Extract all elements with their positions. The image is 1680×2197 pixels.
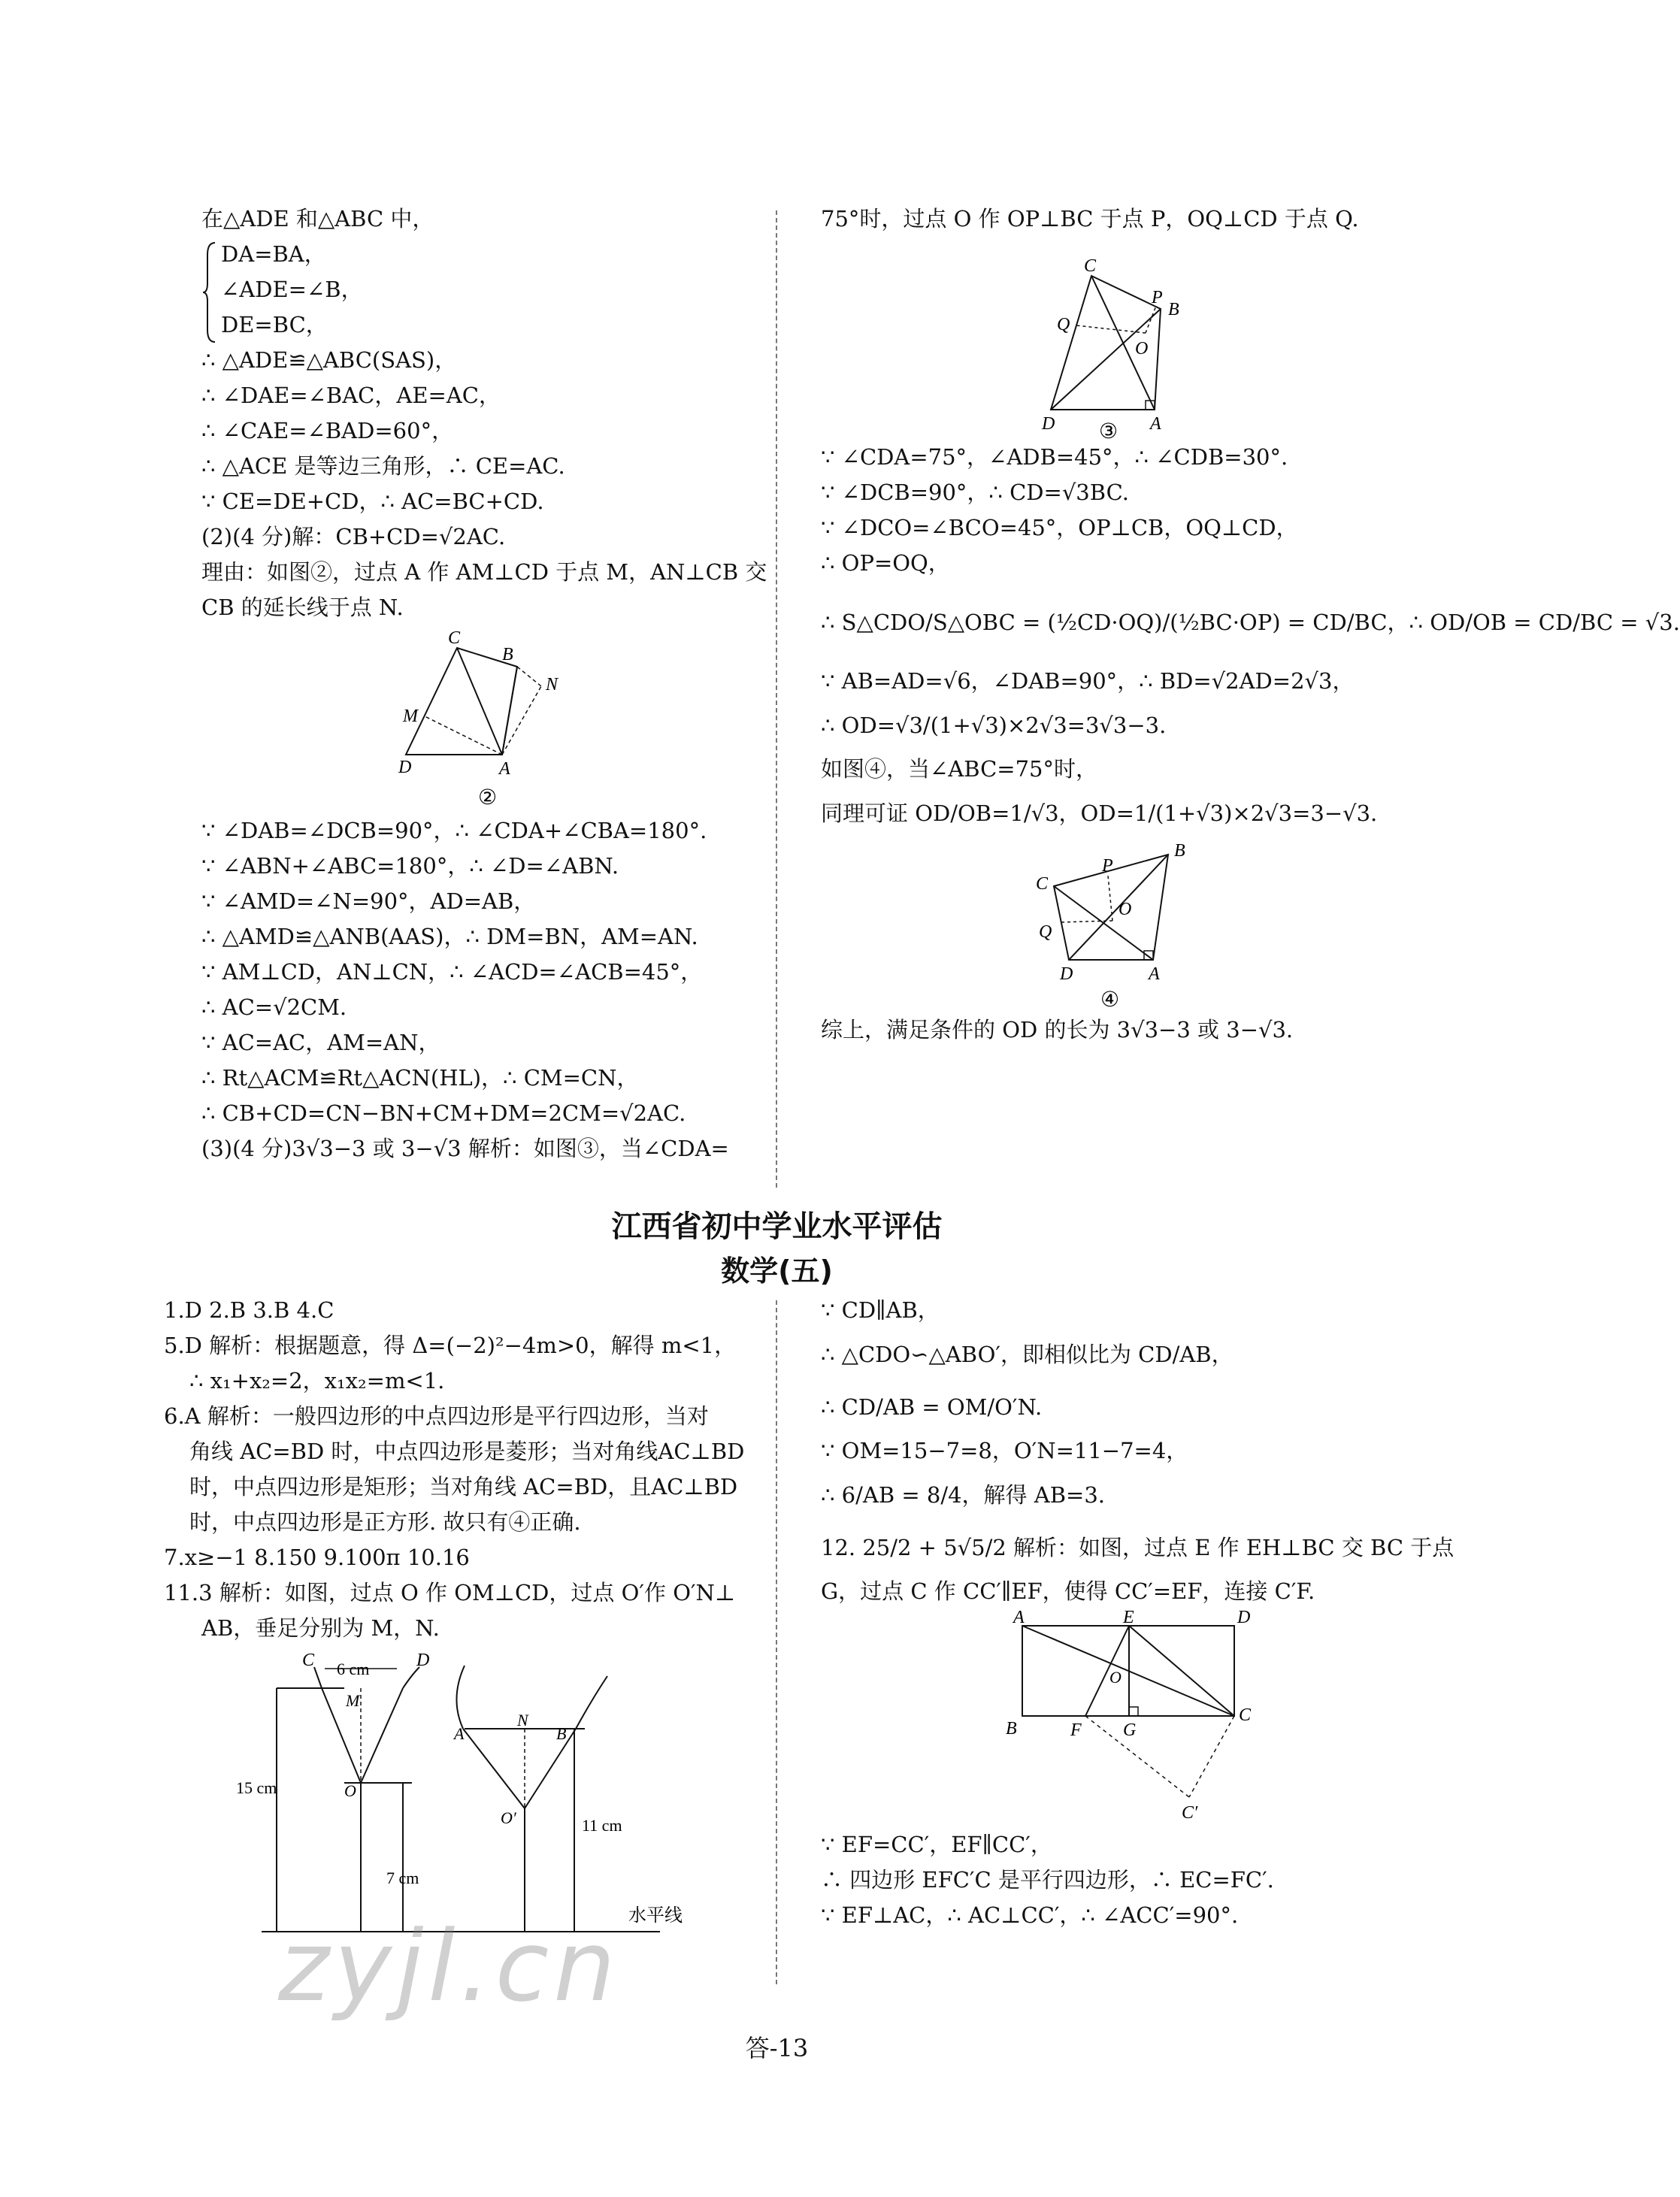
fig11-label-15cm: 15 cm — [236, 1778, 277, 1797]
text-line: (2)(4 分)解：CB+CD=√2AC. — [201, 524, 506, 549]
fig2-caption: ② — [478, 786, 498, 810]
fig3-label-D: D — [1042, 414, 1055, 434]
text-line: ∵ ∠DCO=∠BCO=45°，OP⊥CB，OQ⊥CD， — [821, 515, 1298, 540]
fig11-label-C: C — [302, 1651, 315, 1670]
fig4-caption: ④ — [1100, 988, 1120, 1012]
fig12-label-O: O — [1109, 1668, 1122, 1687]
text-line: 如图④，当∠ABC=75°时， — [821, 756, 1097, 782]
fig2-label-M: M — [403, 707, 418, 726]
text-line: 1.D 2.B 3.B 4.C — [164, 1297, 334, 1323]
section-title: 江西省初中学业水平评估 — [611, 1209, 943, 1244]
fig4-label-P: P — [1102, 856, 1113, 876]
fig4-label-D: D — [1060, 964, 1073, 984]
fig12-label-A: A — [1013, 1608, 1025, 1627]
text-line: ∴ ∠DAE=∠BAC，AE=AC， — [201, 383, 501, 408]
figure-4-diagram — [821, 840, 1392, 1012]
fig3-label-B: B — [1168, 300, 1179, 319]
text-line: ∴ x₁+x₂=2，x₁x₂=m<1. — [189, 1368, 445, 1394]
fig4-label-B: B — [1174, 841, 1185, 861]
brace-system — [201, 237, 773, 343]
fig11-label-A: A — [454, 1724, 465, 1743]
text-line: 时，中点四边形是矩形；当对角线 AC=BD，且AC⊥BD — [189, 1474, 738, 1499]
fig3-label-Q: Q — [1057, 315, 1070, 334]
fig2-label-A: A — [499, 759, 510, 779]
text-line: 角线 AC=BD 时，中点四边形是菱形；当对角线AC⊥BD — [189, 1439, 745, 1464]
fig11-label-D: D — [416, 1651, 430, 1670]
figure-3-diagram — [821, 237, 1392, 443]
text-line: ∴ △CDO∽△ABO′，即相似比为 CD/AB， — [821, 1342, 1234, 1367]
text-line: ∴ △ACE 是等边三角形，∴ CE=AC. — [201, 453, 565, 479]
text-line: ∵ AB=AD=√6，∠DAB=90°，∴ BD=√2AD=2√3， — [821, 668, 1355, 694]
text-line: ∴ CB+CD=CN−BN+CM+DM=2CM=√2AC. — [201, 1100, 686, 1126]
fig12-label-B: B — [1006, 1719, 1017, 1739]
text-line: ∴ CD/AB = OM/O′N. — [821, 1394, 1043, 1420]
fig11-label-O-prime: O′ — [501, 1808, 516, 1827]
text-line: (3)(4 分)3√3−3 或 3−√3 解析：如图③，当∠CDA= — [201, 1136, 729, 1161]
fig3-caption: ③ — [1099, 420, 1118, 443]
page-number: 答-13 — [745, 2034, 809, 2062]
fig11-label-horizontal: 水平线 — [628, 1906, 683, 1926]
text-line: 理由：如图②，过点 A 作 AM⊥CD 于点 M，AN⊥CB 交 — [201, 559, 767, 585]
fig3-label-O: O — [1135, 339, 1149, 359]
upper-left-column — [201, 201, 773, 1167]
figure-12 — [821, 1609, 1415, 1827]
fig11-label-N: N — [517, 1711, 528, 1729]
text-line: ∵ ∠CDA=75°，∠ADB=45°，∴ ∠CDB=30°. — [821, 444, 1288, 470]
text-line: 11.3 解析：如图，过点 O 作 OM⊥CD，过点 O′作 O′N⊥ — [164, 1580, 736, 1605]
fig12-label-E: E — [1123, 1608, 1134, 1627]
fig2-label-B: B — [502, 645, 513, 664]
fig4-label-C: C — [1036, 874, 1049, 894]
figure-3 — [821, 237, 1392, 443]
text-line: 综上，满足条件的 OD 的长为 3√3−3 或 3−√3. — [821, 1017, 1294, 1043]
text-line: ∴ OD=√3/(1+√3)×2√3=3√3−3. — [821, 713, 1167, 738]
fig4-label-Q: Q — [1039, 922, 1052, 942]
text-line: ∴ △AMD≌△ANB(AAS)，∴ DM=BN，AM=AN. — [201, 924, 698, 949]
upper-right-column — [821, 201, 1680, 1048]
fraction-line: ∴ S△CDO/S△OBC = (½CD·OQ)/(½BC·OP) = CD/BC，∴ OD/OB = CD/BC = √3. — [821, 610, 1680, 635]
brace-icon — [201, 241, 218, 343]
figure-4 — [821, 840, 1392, 1012]
text-line: ∴ 6/AB = 8/4，解得 AB=3. — [821, 1482, 1105, 1508]
column-divider-upper — [776, 210, 777, 1188]
text-line: DE=BC， — [221, 312, 328, 337]
text-line: ∠ADE=∠B， — [221, 277, 363, 302]
text-line: ∵ EF⊥AC，∴ AC⊥CC′，∴ ∠ACC′=90°. — [821, 1902, 1239, 1928]
text-line: 同理可证 OD/OB=1/√3，OD=1/(1+√3)×2√3=3−√3. — [821, 800, 1378, 826]
text-line: 6.A 解析：一般四边形的中点四边形是平行四边形，当对 — [164, 1403, 709, 1429]
fig12-label-G: G — [1123, 1720, 1137, 1740]
fig12-label-D: D — [1237, 1608, 1251, 1627]
fig4-label-A: A — [1149, 964, 1160, 984]
fig11-label-M: M — [346, 1691, 360, 1710]
text-line: ∵ ∠DAB=∠DCB=90°，∴ ∠CDA+∠CBA=180°. — [201, 818, 707, 843]
text-line: 5.D 解析：根据题意，得 Δ=(−2)²−4m>0，解得 m<1， — [164, 1333, 737, 1358]
fig11-label-7cm: 7 cm — [386, 1869, 419, 1887]
fig3-label-P: P — [1152, 288, 1163, 307]
fig2-label-N: N — [546, 675, 558, 695]
figure-12-diagram — [821, 1609, 1415, 1827]
watermark: zyjl.cn — [278, 1909, 620, 2023]
text-line: ∴ OP=OQ， — [821, 550, 950, 576]
text-line: DA=BA， — [221, 241, 326, 267]
figure-2 — [201, 625, 773, 813]
text-line: 时，中点四边形是正方形. 故只有④正确. — [189, 1509, 581, 1535]
text-line: ∵ OM=15−7=8，O′N=11−7=4， — [821, 1438, 1188, 1463]
fig12-label-C-prime: C′ — [1182, 1803, 1198, 1823]
text-line: ∴ ∠CAE=∠BAD=60°， — [201, 418, 454, 443]
text-line: ∵ ∠DCB=90°，∴ CD=√3BC. — [821, 480, 1129, 505]
fig3-label-C: C — [1084, 256, 1097, 276]
fig11-label-6cm: 6 cm — [337, 1660, 370, 1678]
text-line: 75°时，过点 O 作 OP⊥BC 于点 P，OQ⊥CD 于点 Q. — [821, 206, 1359, 232]
fig11-label-O: O — [344, 1781, 356, 1800]
text-line: CB 的延长线于点 N. — [201, 595, 404, 620]
text-line: ∵ CE=DE+CD，∴ AC=BC+CD. — [201, 489, 544, 514]
text-line: ∵ AM⊥CD，AN⊥CN，∴ ∠ACD=∠ACB=45°， — [201, 959, 703, 985]
text-line: ∴ Rt△ACM≌Rt△ACN(HL)，∴ CM=CN， — [201, 1065, 639, 1091]
figure-2-diagram — [201, 625, 773, 813]
fig12-label-C: C — [1239, 1705, 1252, 1725]
fig2-label-C: C — [448, 628, 461, 648]
text-line: ∴ △ADE≌△ABC(SAS)， — [201, 347, 457, 373]
fig3-label-A: A — [1150, 414, 1161, 434]
fig11-label-B: B — [556, 1724, 567, 1743]
text-line: 12. 25/2 + 5√5/2 解析：如图，过点 E 作 EH⊥BC 交 BC 于点 — [821, 1535, 1454, 1560]
text-line: ∴ AC=√2CM. — [201, 994, 347, 1020]
section-subtitle: 数学(五) — [721, 1254, 833, 1288]
lower-left-column — [164, 1293, 765, 1992]
column-divider-lower — [776, 1300, 777, 1984]
text-line: ∵ AC=AC，AM=AN， — [201, 1030, 440, 1055]
text-line: ∵ ∠AMD=∠N=90°，AD=AB， — [201, 888, 536, 914]
text-line: 7.x≥−1 8.150 9.100π 10.16 — [164, 1545, 470, 1570]
text-line: ∵ CD∥AB， — [821, 1297, 940, 1323]
lower-right-column — [821, 1293, 1454, 1933]
text-line: G，过点 C 作 CC′∥EF，使得 CC′=EF，连接 C′F. — [821, 1578, 1315, 1604]
fig12-label-F: F — [1070, 1720, 1082, 1740]
text-line: ∵ EF=CC′，EF∥CC′， — [821, 1832, 1052, 1857]
text-line: 在△ADE 和△ABC 中， — [201, 206, 434, 232]
text-line: ∵ ∠ABN+∠ABC=180°，∴ ∠D=∠ABN. — [201, 853, 619, 879]
fig4-label-O: O — [1118, 900, 1132, 919]
text-line: AB，垂足分别为 M，N. — [201, 1615, 440, 1641]
text-line: ∴ 四边形 EFC′C 是平行四边形，∴ EC=FC′. — [821, 1867, 1274, 1893]
fig11-label-11cm: 11 cm — [582, 1816, 622, 1835]
fig2-label-D: D — [398, 758, 412, 777]
